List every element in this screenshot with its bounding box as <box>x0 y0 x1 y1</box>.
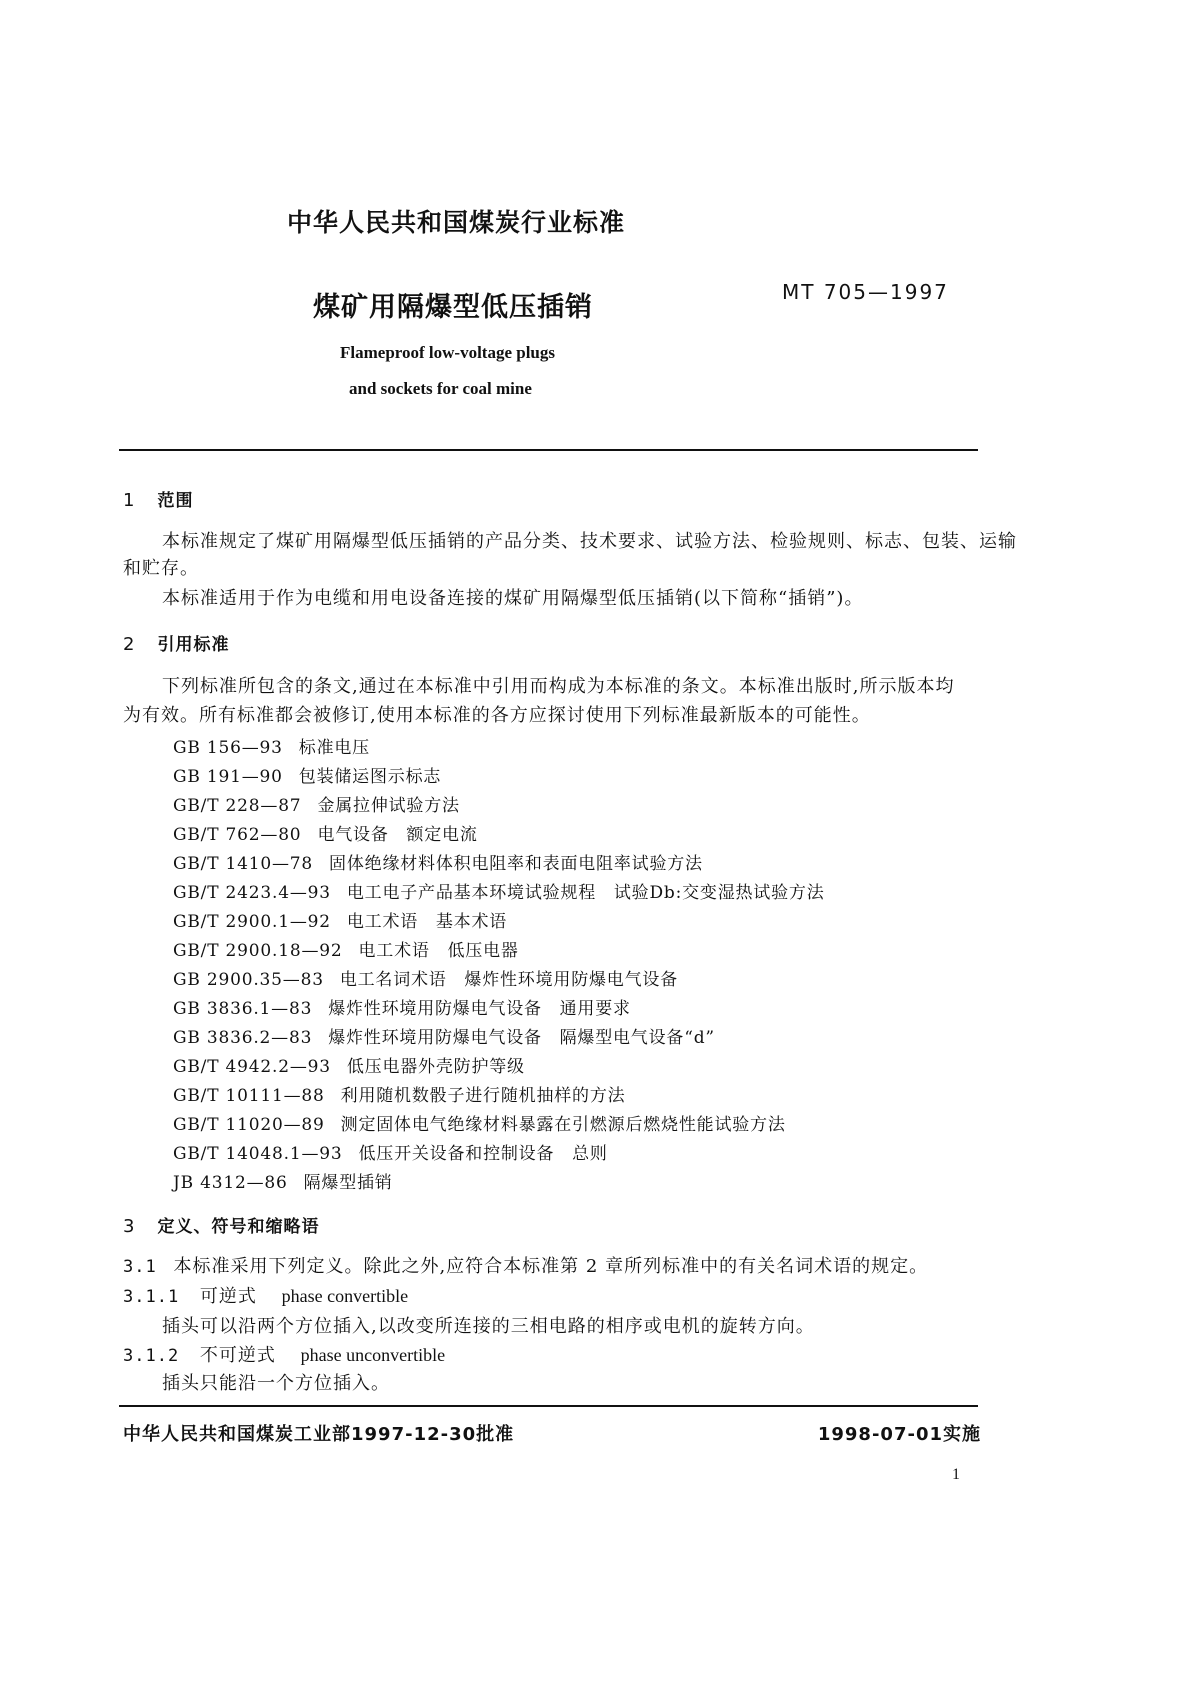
footer-divider <box>119 1405 978 1407</box>
reference-name: 利用随机数骰子进行随机抽样的方法 <box>340 1086 626 1106</box>
reference-code: GB 156—93 <box>173 738 283 758</box>
reference-code: GB/T 4942.2—93 <box>173 1057 331 1077</box>
reference-code: JB 4312—86 <box>173 1173 288 1193</box>
reference-item <box>173 1110 786 1135</box>
section-1-para-1-cont: 和贮存。 <box>123 558 199 579</box>
reference-code: GB 191—90 <box>173 767 283 787</box>
reference-code: GB 3836.2—83 <box>173 1028 313 1048</box>
clause-3-1 <box>123 1255 928 1279</box>
section-number: 3 <box>123 1216 135 1237</box>
reference-name: 电工术语 基本术语 <box>346 912 508 932</box>
reference-name: 低压电器外壳防护等级 <box>346 1057 525 1077</box>
section-title: 范围 <box>157 491 194 511</box>
reference-code: GB/T 2900.18—92 <box>173 941 343 961</box>
reference-code: GB/T 11020—89 <box>173 1115 325 1135</box>
page-number: 1 <box>952 1466 960 1483</box>
reference-item <box>173 762 441 787</box>
reference-code: GB/T 2423.4—93 <box>173 883 331 903</box>
document-title-en-line2: and sockets for coal mine <box>349 379 532 398</box>
term-en: phase unconvertible <box>300 1345 446 1365</box>
reference-name: 标准电压 <box>298 738 370 758</box>
reference-item <box>173 878 825 903</box>
clause-3-1-2-desc: 插头只能沿一个方位插入。 <box>162 1373 390 1394</box>
reference-item <box>173 849 703 874</box>
section-1-para-1: 本标准规定了煤矿用隔爆型低压插销的产品分类、技术要求、试验方法、检验规则、标志、包装、运输 <box>162 531 1017 552</box>
reference-name: 电工电子产品基本环境试验规程 试验Db:交变湿热试验方法 <box>346 883 825 903</box>
reference-name: 电工名词术语 爆炸性环境用防爆电气设备 <box>339 970 679 990</box>
clause-number: 3.1.2 <box>123 1346 180 1366</box>
reference-code: GB/T 10111—88 <box>173 1086 325 1106</box>
reference-item <box>173 936 519 961</box>
issuing-org: 中华人民共和国煤炭行业标准 <box>287 208 626 237</box>
reference-code: GB/T 14048.1—93 <box>173 1144 343 1164</box>
section-number: 1 <box>123 490 135 511</box>
clause-3-1-2 <box>123 1343 445 1368</box>
clause-number: 3.1 <box>123 1257 157 1277</box>
section-number: 2 <box>123 634 135 655</box>
term-cn: 可逆式 <box>199 1286 257 1307</box>
document-title-cn: 煤矿用隔爆型低压插销 <box>313 292 593 323</box>
reference-name: 电工术语 低压电器 <box>358 941 519 961</box>
header-divider <box>119 449 978 451</box>
reference-code: GB/T 1410—78 <box>173 854 314 874</box>
section-1-heading <box>123 486 194 511</box>
reference-code: GB 3836.1—83 <box>173 999 313 1019</box>
reference-item <box>173 907 507 932</box>
reference-name: 测定固体电气绝缘材料暴露在引燃源后燃烧性能试验方法 <box>340 1115 786 1135</box>
reference-name: 金属拉伸试验方法 <box>317 796 460 816</box>
section-1-para-2: 本标准适用于作为电缆和用电设备连接的煤矿用隔爆型低压插销(以下简称“插销”)。 <box>162 588 864 609</box>
reference-name: 包装储运图示标志 <box>298 767 442 787</box>
term-cn: 不可逆式 <box>199 1345 276 1366</box>
reference-name: 低压开关设备和控制设备 总则 <box>358 1144 608 1164</box>
clause-3-1-1 <box>123 1284 408 1309</box>
reference-name: 爆炸性环境用防爆电气设备 通用要求 <box>328 999 631 1019</box>
reference-item <box>173 1023 715 1048</box>
approval-line: 中华人民共和国煤炭工业部1997-12-30批准 <box>123 1424 515 1445</box>
document-title-en-line1: Flameproof low-voltage plugs <box>340 343 556 362</box>
reference-code: GB/T 228—87 <box>173 796 302 816</box>
reference-name: 电气设备 额定电流 <box>317 825 478 845</box>
reference-item <box>173 791 460 816</box>
section-2-heading <box>123 630 230 655</box>
reference-name: 固体绝缘材料体积电阻率和表面电阻率试验方法 <box>329 854 703 874</box>
standard-number: MT 705—1997 <box>782 280 949 304</box>
reference-item <box>173 1052 525 1077</box>
section-2-para-1-cont: 为有效。所有标准都会被修订,使用本标准的各方应探讨使用下列标准最新版本的可能性。 <box>123 705 871 726</box>
section-title: 定义、符号和缩略语 <box>157 1217 320 1237</box>
reference-item <box>173 994 631 1019</box>
reference-item <box>173 820 478 845</box>
reference-code: GB/T 2900.1—92 <box>173 912 331 932</box>
section-title: 引用标准 <box>157 635 230 655</box>
reference-item <box>173 965 678 990</box>
section-3-heading <box>123 1212 320 1237</box>
clause-3-1-1-desc: 插头可以沿两个方位插入,以改变所连接的三相电路的相序或电机的旋转方向。 <box>162 1316 815 1337</box>
reference-code: GB 2900.35—83 <box>173 970 324 990</box>
reference-name: 爆炸性环境用防爆电气设备 隔爆型电气设备“d” <box>328 1028 715 1048</box>
clause-text: 本标准采用下列定义。除此之外,应符合本标准第 2 章所列标准中的有关名词术语的规定。 <box>173 1256 929 1277</box>
clause-number: 3.1.1 <box>123 1287 180 1307</box>
effective-date: 1998-07-01实施 <box>817 1424 981 1445</box>
reference-item <box>173 1168 393 1193</box>
reference-item <box>173 1139 608 1164</box>
term-en: phase convertible <box>281 1286 409 1306</box>
reference-name: 隔爆型插销 <box>303 1173 393 1193</box>
section-2-para-1: 下列标准所包含的条文,通过在本标准中引用而构成为本标准的条文。本标准出版时,所示版本均 <box>162 676 955 697</box>
reference-item <box>173 733 370 758</box>
reference-code: GB/T 762—80 <box>173 825 302 845</box>
reference-item <box>173 1081 625 1106</box>
